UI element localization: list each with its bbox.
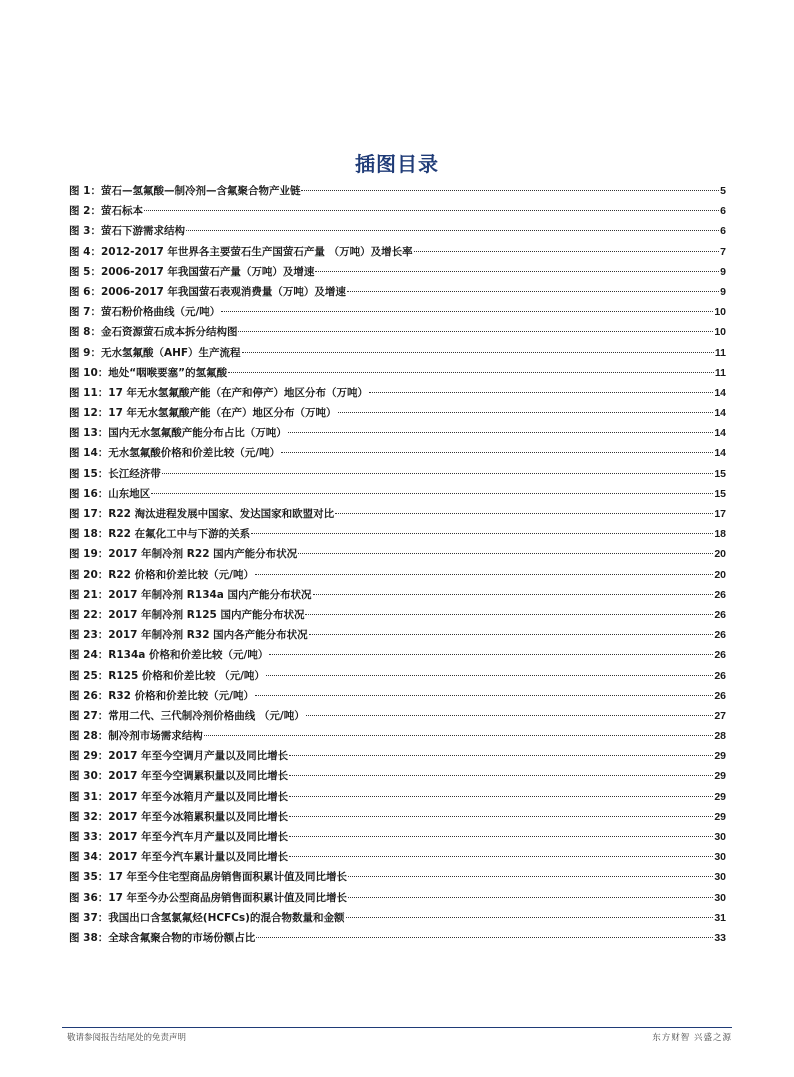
toc-entry-page: 30: [714, 871, 726, 884]
toc-entry-page: 28: [714, 730, 726, 743]
dot-leader: [221, 311, 713, 312]
toc-entry-page: 20: [714, 568, 726, 581]
toc-entry[interactable]: [69, 201, 726, 221]
dot-leader: [414, 251, 720, 252]
toc-entry-page: 30: [714, 891, 726, 904]
toc-entry-label: 图 20：R22 价格和价差比较（元/吨）: [69, 568, 254, 581]
toc-entry[interactable]: [69, 928, 726, 948]
toc-entry-label: 图 37：我国出口含氢氯氟烃(HCFCs)的混合物数量和金额: [69, 911, 345, 924]
dot-leader: [186, 230, 719, 231]
page-title: 插图目录: [355, 152, 439, 176]
toc-entry-page: 6: [720, 205, 726, 218]
toc-entry[interactable]: [69, 282, 726, 302]
toc-entry-page: 10: [714, 326, 726, 339]
dot-leader: [256, 937, 713, 938]
toc-entry-page: 29: [714, 750, 726, 763]
toc-entry-page: 14: [714, 427, 726, 440]
dot-leader: [228, 372, 714, 373]
toc-entry-page: 29: [714, 790, 726, 803]
toc-entry[interactable]: [69, 645, 726, 665]
toc-entry-label: 图 14：无水氢氟酸价格和价差比较（元/吨）: [69, 447, 281, 460]
dot-leader: [288, 432, 714, 433]
toc-entry-label: 图 4：2012-2017 年世界各主要萤石生产国萤石产量 （万吨）及增长率: [69, 245, 413, 258]
toc-entry-page: 26: [714, 689, 726, 702]
dot-leader: [255, 574, 713, 575]
toc-entry[interactable]: [69, 302, 726, 322]
dot-leader: [301, 190, 719, 191]
dot-leader: [348, 876, 713, 877]
toc-entry-label: 图 32：2017 年至今冰箱累积量以及同比增长: [69, 810, 289, 823]
dot-leader: [289, 755, 713, 756]
dot-leader: [289, 856, 713, 857]
toc-entry-label: 图 31：2017 年至今冰箱月产量以及同比增长: [69, 790, 289, 803]
toc-entry-label: 图 36：17 年至今办公型商品房销售面积累计值及同比增长: [69, 891, 348, 904]
toc-entry[interactable]: [69, 423, 726, 443]
dot-leader: [348, 897, 713, 898]
toc-entry[interactable]: [69, 686, 726, 706]
toc-entry-page: 14: [714, 447, 726, 460]
toc-entry-label: 图 28：制冷剂市场需求结构: [69, 730, 203, 743]
dot-leader: [251, 533, 713, 534]
toc-entry[interactable]: [69, 908, 726, 928]
toc-entry[interactable]: [69, 383, 726, 403]
toc-entry-label: 图 24：R134a 价格和价差比较（元/吨）: [69, 649, 269, 662]
toc-entry-page: 17: [714, 508, 726, 520]
dot-leader: [289, 775, 713, 776]
dot-leader: [289, 796, 713, 797]
toc-entry-page: 14: [714, 407, 726, 420]
toc-entry-page: 7: [720, 245, 726, 258]
toc-entry[interactable]: [69, 867, 726, 887]
toc-entry[interactable]: [69, 363, 726, 383]
toc-entry-page: 20: [714, 548, 726, 561]
toc-entry-label: 图 6：2006-2017 年我国萤石表观消费量（万吨）及增速: [69, 285, 346, 298]
toc-entry[interactable]: [69, 524, 726, 544]
dot-leader: [269, 654, 713, 655]
toc-entry[interactable]: [69, 221, 726, 241]
dot-leader: [315, 271, 719, 272]
toc-entry-label: 图 26：R32 价格和价差比较（元/吨）: [69, 689, 254, 702]
toc-entry[interactable]: [69, 322, 726, 342]
toc-entry-page: 26: [714, 588, 726, 601]
dot-leader: [242, 352, 714, 353]
dot-leader: [306, 715, 714, 716]
figure-index-list: [69, 181, 726, 948]
toc-entry-page: 11: [714, 366, 726, 379]
toc-entry-page: 30: [714, 831, 726, 843]
toc-entry[interactable]: [69, 242, 726, 262]
dot-leader: [255, 695, 713, 696]
toc-entry-page: 26: [714, 649, 726, 662]
dot-leader: [313, 594, 714, 595]
toc-entry-page: 29: [714, 810, 726, 823]
toc-entry-page: 6: [720, 225, 726, 238]
toc-entry[interactable]: [69, 403, 726, 423]
dot-leader: [238, 331, 713, 332]
toc-entry-label: 图 1：萤石—氢氟酸—制冷剂—含氟聚合物产业链: [69, 185, 301, 197]
toc-entry-label: 图 10：地处“咽喉要塞”的氢氟酸: [69, 366, 228, 379]
dot-leader: [305, 614, 713, 615]
toc-entry-page: 26: [714, 669, 726, 682]
toc-entry-label: 图 34：2017 年至今汽车累计量以及同比增长: [69, 851, 289, 864]
toc-entry-page: 30: [714, 851, 726, 864]
toc-entry[interactable]: [69, 847, 726, 867]
toc-entry-page: 33: [714, 931, 726, 944]
dot-leader: [338, 412, 714, 413]
toc-entry-label: 图 18：R22 在氟化工中与下游的关系: [69, 528, 251, 541]
toc-entry[interactable]: [69, 666, 726, 686]
toc-entry-page: 27: [714, 709, 726, 722]
dot-leader: [369, 392, 713, 393]
toc-entry-page: 31: [714, 911, 726, 924]
toc-entry-page: 10: [714, 306, 726, 319]
toc-entry-label: 图 35：17 年至今住宅型商品房销售面积累计值及同比增长: [69, 871, 348, 884]
footer-slogan: 东方财智 兴盛之源: [652, 1033, 732, 1043]
dot-leader: [162, 473, 714, 474]
toc-entry[interactable]: [69, 464, 726, 484]
dot-leader: [289, 816, 713, 817]
toc-entry-page: 9: [720, 285, 726, 298]
toc-entry-page: 14: [714, 386, 726, 399]
toc-entry-page: 26: [714, 629, 726, 642]
toc-entry-label: 图 17：R22 淘汰进程发展中国家、发达国家和欧盟对比: [69, 508, 335, 520]
toc-entry[interactable]: [69, 827, 726, 847]
toc-entry-page: 5: [720, 185, 726, 197]
toc-entry-label: 图 3：萤石下游需求结构: [69, 225, 185, 238]
toc-entry-label: 图 22：2017 年制冷剂 R125 国内产能分布状况: [69, 608, 305, 621]
toc-entry-label: 图 16：山东地区: [69, 487, 151, 500]
dot-leader: [309, 634, 714, 635]
toc-entry-label: 图 38：全球含氟聚合物的市场份额占比: [69, 931, 256, 944]
toc-entry-page: 18: [714, 528, 726, 541]
dot-leader: [346, 917, 714, 918]
dot-leader: [298, 553, 713, 554]
toc-entry-label: 图 11：17 年无水氢氟酸产能（在产和停产）地区分布（万吨）: [69, 386, 369, 399]
toc-entry-label: 图 13：国内无水氢氟酸产能分布占比（万吨）: [69, 427, 287, 440]
toc-entry-page: 15: [714, 487, 726, 500]
dot-leader: [347, 291, 719, 292]
toc-entry[interactable]: [69, 787, 726, 807]
toc-entry-label: 图 25：R125 价格和价差比较 （元/吨）: [69, 669, 265, 682]
toc-entry[interactable]: [69, 504, 726, 524]
toc-entry[interactable]: [69, 443, 726, 463]
toc-entry-label: 图 29：2017 年至今空调月产量以及同比增长: [69, 750, 289, 763]
toc-entry[interactable]: [69, 262, 726, 282]
toc-entry-label: 图 9：无水氢氟酸（AHF）生产流程: [69, 346, 241, 359]
toc-entry[interactable]: [69, 181, 726, 201]
toc-entry-label: 图 7：萤石粉价格曲线（元/吨）: [69, 306, 221, 319]
toc-entry-page: 26: [714, 608, 726, 621]
toc-entry[interactable]: [69, 746, 726, 766]
dot-leader: [281, 452, 713, 453]
toc-entry-label: 图 5：2006-2017 年我国萤石产量（万吨）及增速: [69, 265, 315, 278]
dot-leader: [289, 836, 713, 837]
footer-disclaimer: 敬请参阅报告结尾处的免责声明: [67, 1033, 187, 1043]
toc-entry-label: 图 8：金石资源萤石成本拆分结构图: [69, 326, 238, 339]
toc-entry[interactable]: [69, 605, 726, 625]
dot-leader: [204, 735, 714, 736]
toc-entry-label: 图 30：2017 年至今空调累积量以及同比增长: [69, 770, 289, 783]
toc-entry[interactable]: [69, 766, 726, 786]
dot-leader: [144, 210, 719, 211]
toc-entry[interactable]: [69, 343, 726, 363]
toc-entry-label: 图 23：2017 年制冷剂 R32 国内各产能分布状况: [69, 629, 308, 642]
toc-entry-label: 图 21：2017 年制冷剂 R134a 国内产能分布状况: [69, 588, 312, 601]
toc-entry[interactable]: [69, 888, 726, 908]
toc-entry-label: 图 12：17 年无水氢氟酸产能（在产）地区分布（万吨）: [69, 407, 337, 420]
toc-entry[interactable]: [69, 706, 726, 726]
toc-entry-label: 图 2：萤石标本: [69, 205, 143, 218]
toc-entry[interactable]: [69, 565, 726, 585]
footer-rule: [62, 1027, 732, 1028]
dot-leader: [151, 493, 713, 494]
toc-entry-page: 9: [720, 265, 726, 278]
toc-entry-label: 图 15：长江经济带: [69, 467, 161, 480]
toc-entry[interactable]: [69, 585, 726, 605]
toc-entry-page: 29: [714, 770, 726, 783]
toc-entry[interactable]: [69, 625, 726, 645]
dot-leader: [335, 513, 713, 514]
dot-leader: [266, 675, 713, 676]
toc-entry[interactable]: [69, 726, 726, 746]
toc-entry-label: 图 33：2017 年至今汽车月产量以及同比增长: [69, 831, 289, 843]
toc-entry[interactable]: [69, 484, 726, 504]
toc-entry[interactable]: [69, 807, 726, 827]
toc-entry-page: 15: [714, 467, 726, 480]
toc-entry-page: 11: [714, 346, 726, 359]
toc-entry-label: 图 19：2017 年制冷剂 R22 国内产能分布状况: [69, 548, 298, 561]
toc-entry-label: 图 27：常用二代、三代制冷剂价格曲线 （元/吨）: [69, 709, 305, 722]
toc-entry[interactable]: [69, 544, 726, 564]
